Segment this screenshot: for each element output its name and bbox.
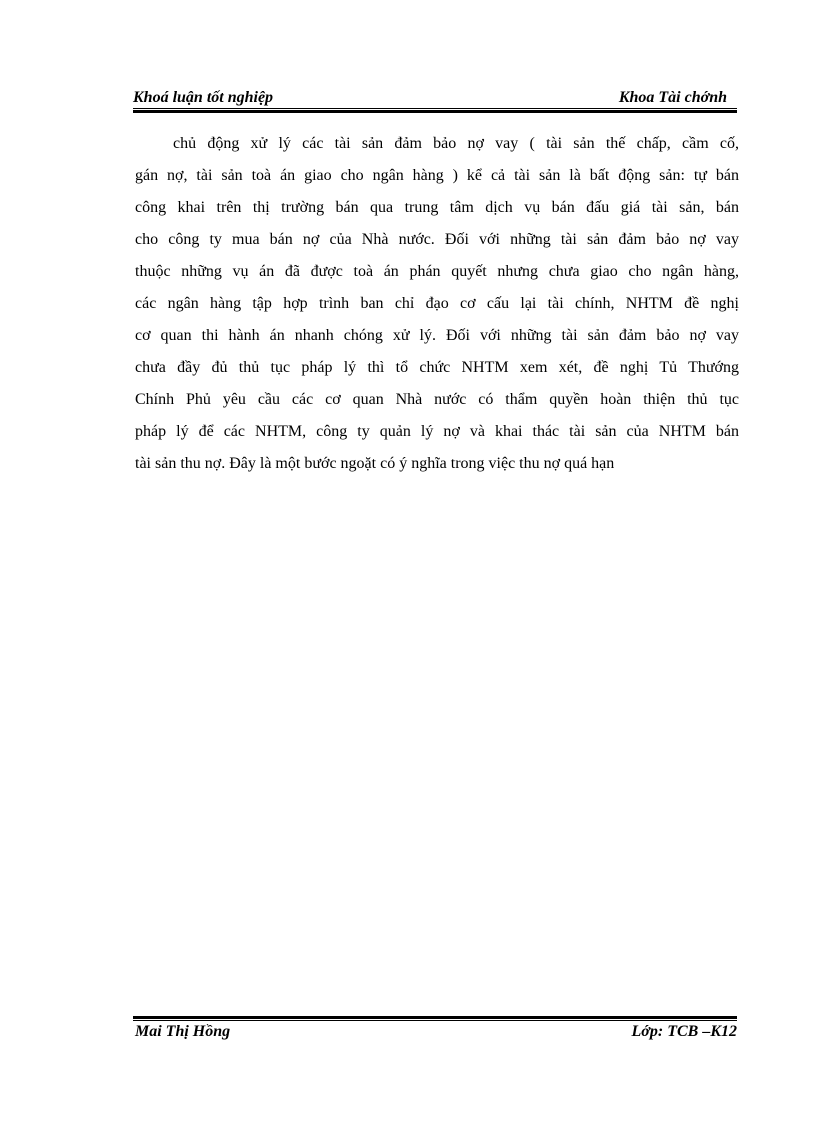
header-thesis-title: Khoá luận tốt nghiệp xyxy=(133,89,274,106)
page-footer xyxy=(133,1022,737,1044)
paragraph-line: chủ động xử lý các tài sản đảm bảo nợ vay ( tài sản thế chấp, cầm cố, xyxy=(173,135,739,152)
footer-divider xyxy=(133,1016,737,1021)
header-faculty: Khoa Tài chớnh xyxy=(618,89,727,106)
page-header xyxy=(133,88,737,110)
header-divider xyxy=(133,108,737,113)
footer-author: Mai Thị Hồng xyxy=(135,1023,231,1040)
paragraph-line: Chính Phủ yêu cầu các cơ quan Nhà nước có thẩm quyền hoàn thiện thủ tục xyxy=(135,391,739,408)
paragraph-line: tài sản thu nợ. Đây là một bước ngoặt có ý nghĩa trong việc thu nợ quá hạn xyxy=(135,455,615,472)
footer-class: Lớp: TCB –K12 xyxy=(631,1023,737,1040)
paragraph-line: các ngân hàng tập hợp trình ban chỉ đạo cơ cấu lại tài chính, NHTM đề nghị xyxy=(135,295,739,312)
paragraph-line: pháp lý để các NHTM, công ty quản lý nợ và khai thác tài sản của NHTM bán xyxy=(135,423,739,440)
paragraph-line: chưa đầy đủ thủ tục pháp lý thì tổ chức NHTM xem xét, đề nghị Tủ Thướng xyxy=(135,359,739,376)
paragraph-line: cho công ty mua bán nợ của Nhà nước. Đối với những tài sản đảm bảo nợ vay xyxy=(135,231,739,248)
paragraph-line: thuộc những vụ án đã được toà án phán quyết nhưng chưa giao cho ngân hàng, xyxy=(135,263,739,280)
paragraph-line: công khai trên thị trường bán qua trung tâm dịch vụ bán đấu giá tài sản, bán xyxy=(135,199,739,216)
body-paragraph xyxy=(135,131,739,483)
paragraph-line: cơ quan thi hành án nhanh chóng xử lý. Đối với những tài sản đảm bảo nợ vay xyxy=(135,327,739,344)
paragraph-line: gán nợ, tài sản toà án giao cho ngân hàng ) kể cả tài sản là bất động sản: tự bán xyxy=(135,167,739,184)
